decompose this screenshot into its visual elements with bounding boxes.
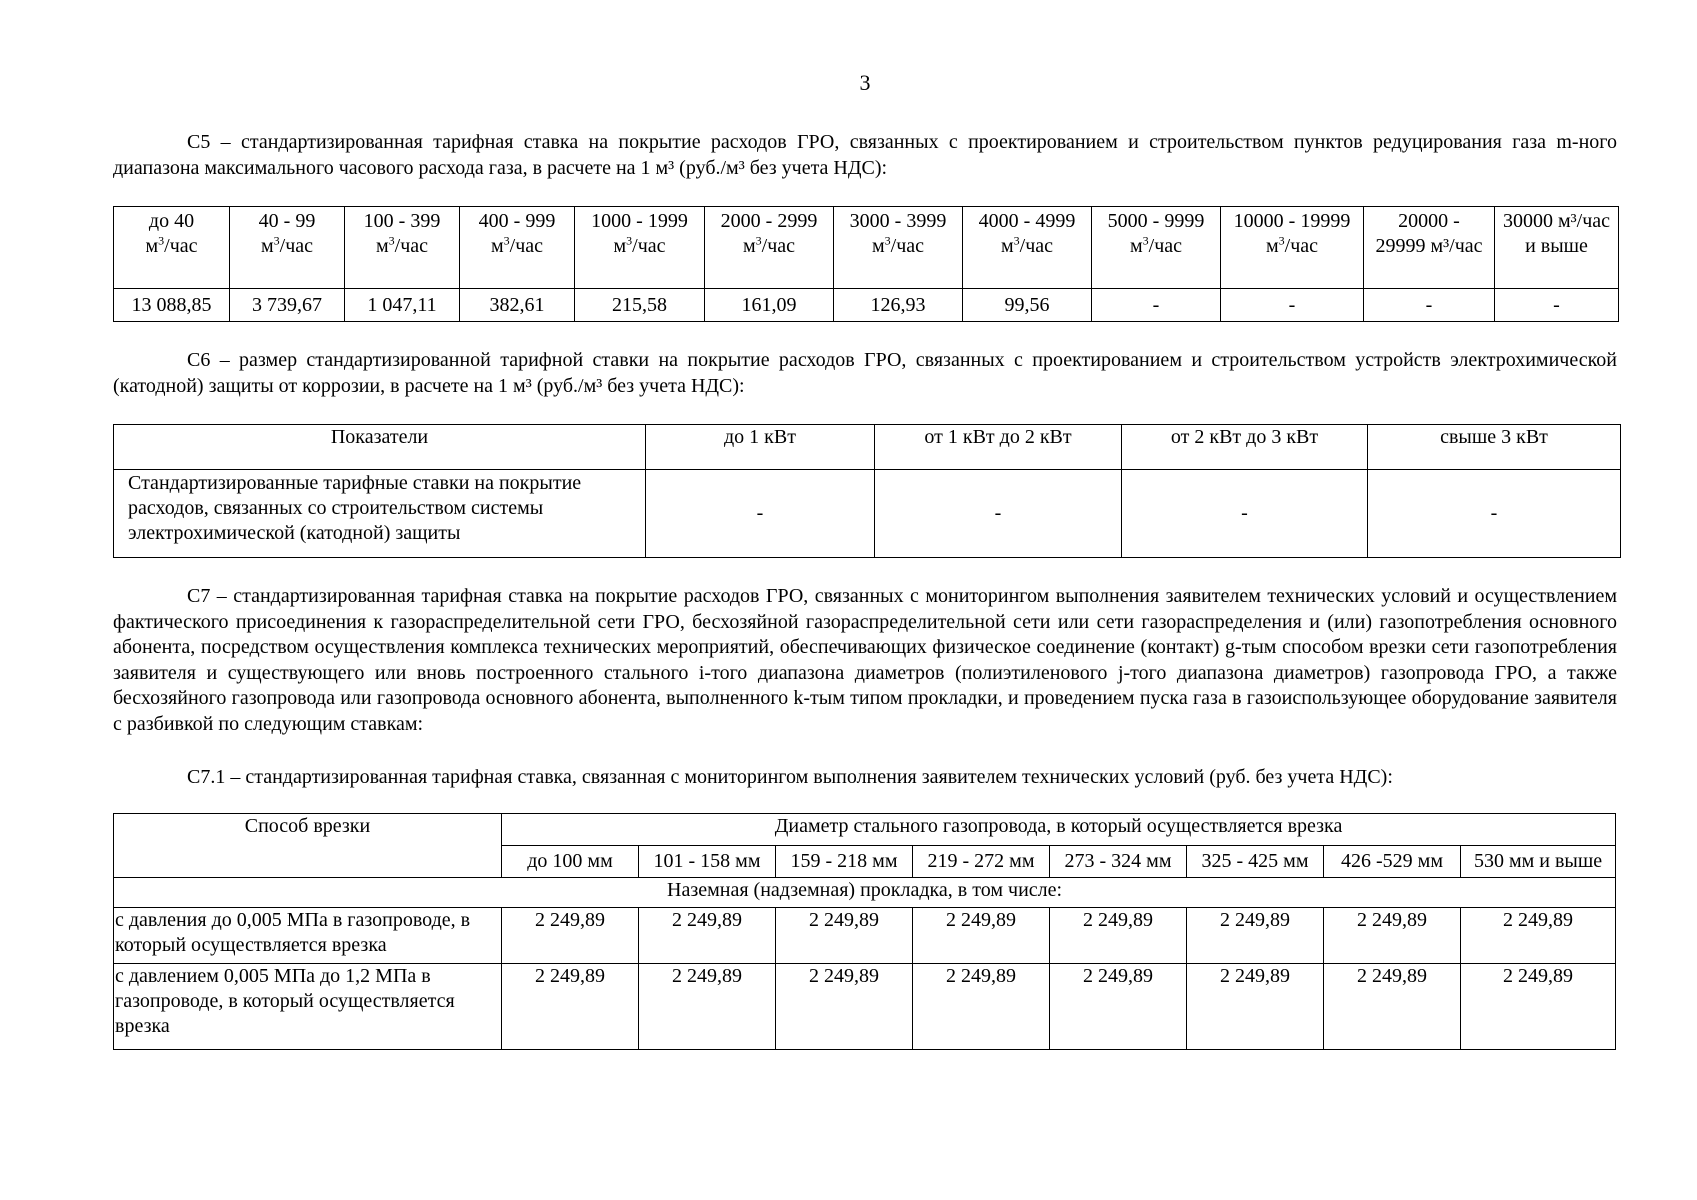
c5-header-range: 10000 - 19999	[1233, 210, 1351, 232]
c71-value-cell: 2 249,89	[1050, 908, 1187, 964]
c71-diameter-header: 530 мм и выше	[1461, 846, 1616, 878]
c5-header-cell	[230, 207, 345, 289]
c5-header-unit	[1095, 234, 1217, 259]
c71-row-label: с давления до 0,005 МПа в газопроводе, в который осуществляется врезка	[114, 908, 502, 964]
c5-header-range: 5000 - 9999	[1107, 210, 1205, 232]
c5-header-cell	[1092, 207, 1221, 289]
page-number: 3	[859, 70, 871, 95]
c6-cell: -	[1368, 470, 1621, 558]
c71-diameter-header: 325 - 425 мм	[1187, 846, 1324, 878]
c5-value-cell: 13 088,85	[114, 289, 230, 322]
unit-tail: /час	[509, 235, 544, 257]
unit-tail: /час	[890, 235, 925, 257]
c5-header-range: 3000 - 3999	[849, 210, 947, 232]
c5-paragraph: С5 – стандартизированная тарифная ставка на покрытие расходов ГРО, связанных с проектированием и строительством пунктов редуцирования газа m-ного диапазона максимального часового расхода газа, в расчете на 1 м³ (руб./м³ без учета НДС):	[113, 131, 1617, 179]
unit-base: м	[1129, 235, 1143, 257]
c71-section-row	[114, 878, 1616, 908]
unit-tail: /час	[1019, 235, 1054, 257]
c6-header-up-to-1kw: до 1 кВт	[646, 425, 875, 470]
c5-header-cell	[460, 207, 575, 289]
c5-header-range: 1000 - 1999	[591, 210, 688, 232]
unit-exponent: 3	[1142, 233, 1149, 248]
c5-values-row	[114, 289, 1619, 322]
c71-value-cell: 2 249,89	[1324, 964, 1461, 1050]
c5-header-range: 20000 -	[1398, 210, 1460, 232]
c71-diameter-header: 426 -529 мм	[1324, 846, 1461, 878]
c71-row-label: с давлением 0,005 МПа до 1,2 МПа в газопроводе, в который осуществляется врезка	[114, 964, 502, 1050]
c71-value-cell: 2 249,89	[1324, 908, 1461, 964]
c6-table	[113, 424, 1621, 558]
c5-value-cell: 1 047,11	[345, 289, 460, 322]
unit-exponent: 3	[388, 233, 395, 248]
c71-value-cell: 2 249,89	[639, 908, 776, 964]
c5-header-unit	[578, 234, 701, 259]
c5-header-range: 30000 м³/час	[1502, 210, 1611, 232]
unit-tail: /час	[164, 235, 198, 257]
unit-exponent: 3	[273, 233, 280, 248]
unit-base: м	[613, 235, 627, 257]
c71-header-row	[114, 814, 1616, 846]
c71-value-cell: 2 249,89	[913, 964, 1050, 1050]
c5-header-second-line: и выше	[1525, 235, 1588, 257]
c6-cell: -	[646, 470, 875, 558]
c5-header-cell	[575, 207, 705, 289]
c5-value-cell: -	[1092, 289, 1221, 322]
c71-row-high-pressure	[114, 964, 1616, 1050]
c5-header-cell	[834, 207, 963, 289]
c5-header-cell	[963, 207, 1092, 289]
c5-header-range: 4000 - 4999	[978, 210, 1076, 232]
c5-value-cell: 382,61	[460, 289, 575, 322]
c5-header-unit	[233, 234, 341, 259]
c5-value-cell: 3 739,67	[230, 289, 345, 322]
unit-base: м	[375, 235, 389, 257]
unit-tail: /час	[761, 235, 796, 257]
c5-header-range: 40 - 99	[258, 210, 316, 232]
c71-section-title: Наземная (надземная) прокладка, в том числе:	[114, 878, 1616, 908]
c71-diameter-header: 101 - 158 мм	[639, 846, 776, 878]
unit-base: м	[742, 235, 756, 257]
c71-table	[113, 813, 1616, 1050]
c5-header-unit	[348, 234, 456, 259]
unit-base: м	[871, 235, 885, 257]
c6-cell: -	[875, 470, 1122, 558]
c5-header-unit	[708, 234, 830, 259]
unit-tail: /час	[1284, 235, 1319, 257]
unit-exponent: 3	[1278, 233, 1285, 248]
c6-row-label: Стандартизированные тарифные ставки на покрытие расходов, связанных со строительством системы электрохимической (катодной) защиты	[114, 470, 646, 558]
c71-value-cell: 2 249,89	[1187, 908, 1324, 964]
c5-header-cell	[705, 207, 834, 289]
c6-header-2-3kw: от 2 кВт до 3 кВт	[1122, 425, 1368, 470]
c5-header-cell	[1495, 207, 1619, 289]
unit-tail: /час	[632, 235, 666, 257]
c71-value-cell: 2 249,89	[502, 964, 639, 1050]
c5-header-unit	[463, 234, 571, 259]
c71-diameter-header: до 100 мм	[502, 846, 639, 878]
c5-header-unit	[1224, 234, 1360, 259]
c6-header-row	[114, 425, 1621, 470]
unit-base: м	[260, 235, 274, 257]
c71-value-cell: 2 249,89	[776, 908, 913, 964]
c5-header-cell	[1364, 207, 1495, 289]
unit-tail: /час	[1148, 235, 1183, 257]
c71-paragraph: С7.1 – стандартизированная тарифная ставка, связанная с мониторингом выполнения заявителем технических условий (руб. без учета НДС):	[187, 766, 1393, 788]
c71-diameter-header: 159 - 218 мм	[776, 846, 913, 878]
c71-value-cell: 2 249,89	[1461, 908, 1616, 964]
c6-header-over-3kw: свыше 3 кВт	[1368, 425, 1621, 470]
c5-header-unit	[966, 234, 1088, 259]
unit-tail: /час	[394, 235, 429, 257]
unit-exponent: 3	[503, 233, 510, 248]
c5-value-cell: -	[1221, 289, 1364, 322]
unit-exponent: 3	[626, 233, 633, 248]
c5-table	[113, 206, 1619, 322]
c5-header-second-line: 29999 м³/час	[1375, 235, 1483, 257]
c6-paragraph: С6 – размер стандартизированной тарифной ставки на покрытие расходов ГРО, связанных с проектированием и строительством устройств электрохимической (катодной) защиты от коррозии, в расчете на 1 м³ (руб./м³ без учета НДС):	[113, 349, 1617, 397]
c5-header-unit	[837, 234, 959, 259]
c5-value-cell: -	[1495, 289, 1619, 322]
c6-cell: -	[1122, 470, 1368, 558]
c5-value-cell: 126,93	[834, 289, 963, 322]
c5-header-range: 2000 - 2999	[720, 210, 818, 232]
c6-header-1-2kw: от 1 кВт до 2 кВт	[875, 425, 1122, 470]
unit-base: м	[1000, 235, 1014, 257]
c5-value-cell: 215,58	[575, 289, 705, 322]
unit-base: м	[490, 235, 504, 257]
unit-exponent: 3	[1013, 233, 1020, 248]
c5-value-cell: 161,09	[705, 289, 834, 322]
c71-value-cell: 2 249,89	[1461, 964, 1616, 1050]
c5-value-cell: -	[1364, 289, 1495, 322]
c71-header-method: Способ врезки	[114, 814, 502, 878]
unit-base: м	[1265, 235, 1279, 257]
unit-tail: /час	[279, 235, 314, 257]
c6-data-row	[114, 470, 1621, 558]
c5-value-cell: 99,56	[963, 289, 1092, 322]
unit-exponent: 3	[158, 233, 165, 248]
c5-header-cell	[1221, 207, 1364, 289]
c5-header-range: 100 - 399	[363, 210, 441, 232]
c5-header-unit	[117, 234, 226, 259]
c5-header-cell	[114, 207, 230, 289]
c6-header-indicators: Показатели	[114, 425, 646, 470]
c71-value-cell: 2 249,89	[1050, 964, 1187, 1050]
c71-row-low-pressure	[114, 908, 1616, 964]
c71-header-diameter: Диаметр стального газопровода, в который осуществляется врезка	[502, 814, 1616, 846]
c5-header-range: 400 - 999	[478, 210, 556, 232]
unit-exponent: 3	[884, 233, 891, 248]
unit-exponent: 3	[755, 233, 762, 248]
c71-diameter-header: 273 - 324 мм	[1050, 846, 1187, 878]
unit-base: м	[145, 235, 159, 257]
c71-value-cell: 2 249,89	[502, 908, 639, 964]
c71-value-cell: 2 249,89	[776, 964, 913, 1050]
c5-header-cell	[345, 207, 460, 289]
c5-header-range: до 40	[148, 210, 195, 232]
c71-value-cell: 2 249,89	[1187, 964, 1324, 1050]
c71-diameter-header: 219 - 272 мм	[913, 846, 1050, 878]
c7-paragraph: С7 – стандартизированная тарифная ставка на покрытие расходов ГРО, связанных с мониторингом выполнения заявителем технических условий и осуществлением фактического присоединения к газораспределительной сети ГРО, бесхозяйной газораспределительной сети или сети газораспределения и (или) газопотребления основного абонента, посредством осуществления комплекса технических мероприятий, обеспечивающих физическое соединение (контакт) g-тым способом врезки сети газопотребления заявителя и существующего или вновь построенного стального i-того диапазона диаметров (полиэтиленового j-того диапазона диаметров) газопровода ГРО, а также бесхозяйного газопровода или газопровода основного абонента, выполненного k-тым типом прокладки, и проведением пуска газа в газоиспользующее оборудование заявителя с разбивкой по следующим ставкам:	[113, 585, 1617, 735]
c71-value-cell: 2 249,89	[639, 964, 776, 1050]
c5-header-row	[114, 207, 1619, 289]
c71-value-cell: 2 249,89	[913, 908, 1050, 964]
